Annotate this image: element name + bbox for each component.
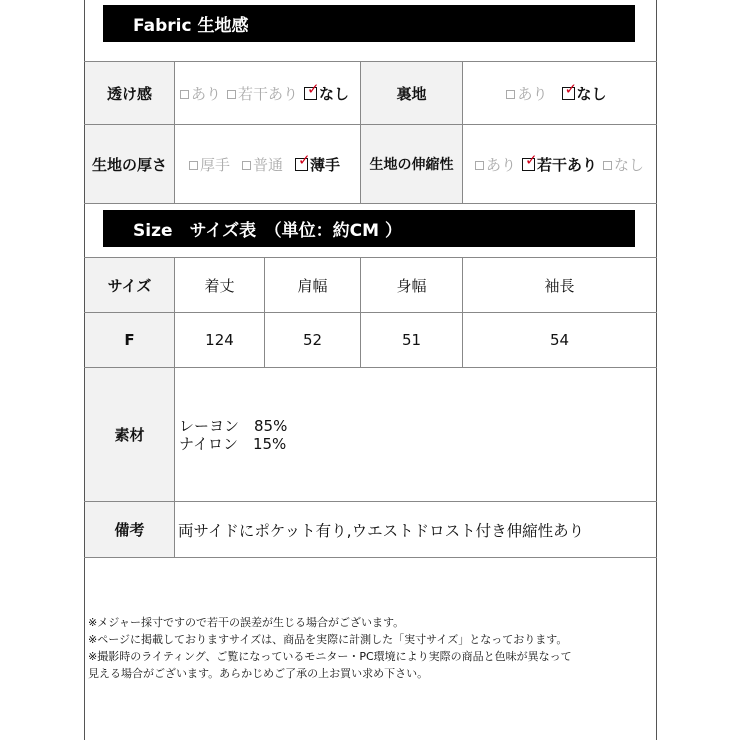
checkbox-empty-icon <box>227 90 236 99</box>
sheer-options <box>175 62 360 124</box>
stretch-option-yes: あり <box>475 154 516 175</box>
notes <box>88 614 654 682</box>
size-col-sleeve: 袖長 <box>544 276 575 295</box>
fabric-grid-bottom <box>84 203 657 204</box>
checkbox-empty-icon <box>180 90 189 99</box>
size-col-width: 身幅 <box>396 276 427 295</box>
thickness-option-thin: ✓ 薄手 <box>295 154 340 175</box>
lining-options <box>463 62 656 124</box>
stretch-option-none: なし <box>603 154 644 175</box>
note-line: 見える場合がございます。あらかじめご了承の上お買い求め下さい。 <box>88 667 429 680</box>
thickness-options <box>175 125 360 203</box>
remarks-text: 両サイドにポケット有り,ウエストドロスト付き伸縮性あり <box>178 521 585 540</box>
checkbox-checked-icon: ✓ <box>522 158 535 171</box>
checkbox-checked-icon: ✓ <box>295 158 308 171</box>
size-value-label: F <box>85 313 174 367</box>
size-header: Size サイズ表 （単位：約CM ） <box>103 210 635 247</box>
checkbox-empty-icon <box>603 161 612 170</box>
size-col-size: サイズ <box>85 258 174 312</box>
checkbox-empty-icon <box>506 90 515 99</box>
size-col-length: 着丈 <box>204 276 235 295</box>
size-col-shoulder: 肩幅 <box>297 276 328 295</box>
lining-label: 裏地 <box>361 62 462 124</box>
material-label: 素材 <box>85 368 174 501</box>
fabric-header: Fabric 生地感 <box>103 5 635 42</box>
size-value-sleeve: 54 <box>549 331 570 349</box>
note-line: ※メジャー採寸ですので若干の誤差が生じる場合がございます。 <box>88 616 405 629</box>
size-value-length: 124 <box>205 331 234 349</box>
checkbox-checked-icon: ✓ <box>304 87 317 100</box>
checkbox-empty-icon <box>189 161 198 170</box>
checkbox-empty-icon <box>242 161 251 170</box>
thickness-option-normal: 普通 <box>242 154 283 175</box>
size-value-shoulder: 52 <box>302 331 323 349</box>
thickness-option-thick: 厚手 <box>189 154 230 175</box>
note-line: ※ページに掲載しておりますサイズは、商品を実際に計測した「実寸サイズ」となっております。 <box>88 633 568 646</box>
material-content <box>175 368 656 501</box>
sheer-option-slight: 若干あり <box>227 83 298 104</box>
material-line-rayon: レーヨン 85% <box>179 416 288 435</box>
checkbox-empty-icon <box>475 161 484 170</box>
thickness-label: 生地の厚さ <box>85 125 174 203</box>
stretch-label: 生地の伸縮性 <box>361 125 462 203</box>
stretch-option-slight: ✓ 若干あり <box>522 154 597 175</box>
sheer-label: 透け感 <box>85 62 174 124</box>
sheer-option-none: ✓ なし <box>304 83 349 104</box>
note-line: ※撮影時のライティング、ご覧になっているモニター・PC環境により実際の商品と色味が異なって <box>88 650 572 663</box>
stretch-options <box>463 125 656 203</box>
checkbox-checked-icon: ✓ <box>562 87 575 100</box>
lining-option-none: ✓ なし <box>562 83 607 104</box>
sheer-option-yes: あり <box>180 83 221 104</box>
remarks-grid-bottom <box>84 557 657 558</box>
size-value-width: 51 <box>401 331 422 349</box>
material-line-nylon: ナイロン 15% <box>179 434 287 453</box>
remarks-label: 備考 <box>85 502 174 557</box>
lining-option-yes: あり <box>506 83 547 104</box>
